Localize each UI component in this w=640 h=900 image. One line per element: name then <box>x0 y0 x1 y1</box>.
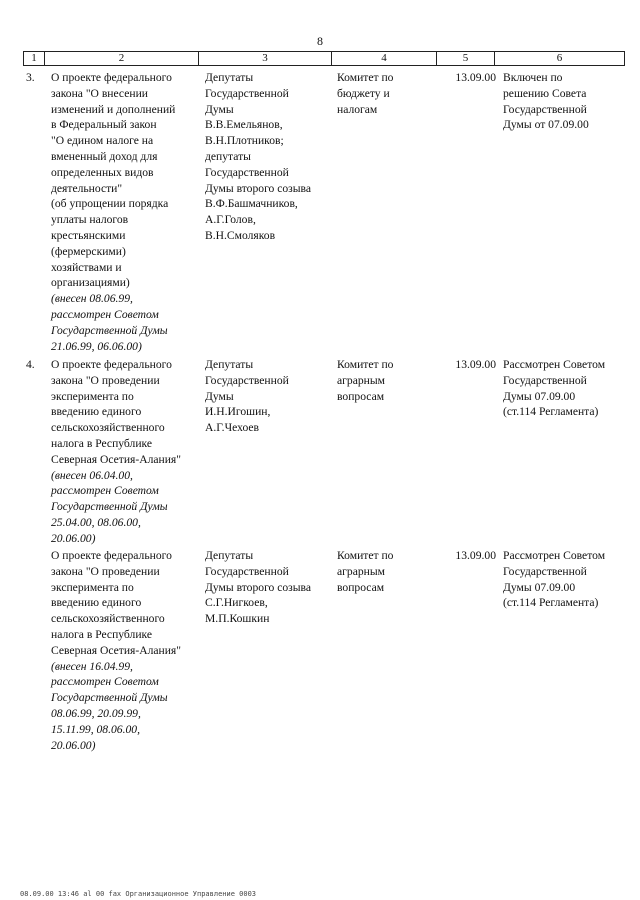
submission-note-line: 21.06.99, 06.06.00) <box>51 339 142 353</box>
text-line: закона "О проведении <box>51 373 160 387</box>
text-line: Рассмотрен Советом <box>503 358 606 371</box>
text-line: Комитет по <box>337 71 394 84</box>
text-line: О проекте федерального <box>51 71 172 84</box>
page-number: 8 <box>317 34 323 48</box>
text-line: В.Ф.Башмачников, <box>205 197 298 211</box>
text-line: депутаты <box>205 149 251 163</box>
text-line: сельскохозяйственного <box>51 421 165 435</box>
submission-note-line: рассмотрен Советом <box>51 307 159 321</box>
text-line: Думы второго созыва <box>205 181 312 195</box>
text-line: уплаты налогов <box>51 213 129 227</box>
entry-number: 3. <box>26 71 35 84</box>
bill-status <box>503 357 628 420</box>
bill-authors <box>205 548 335 627</box>
text-line: в Федеральный закон <box>51 118 157 132</box>
column-number-3: 3 <box>199 52 332 66</box>
submission-note-line: 20.06.00) <box>51 531 96 545</box>
text-line: введению единого <box>51 405 142 419</box>
text-line: Думы от 07.09.00 <box>503 118 589 132</box>
text-line: А.Г.Чехоев <box>205 421 260 435</box>
text-line: (ст.114 Регламента) <box>503 596 599 610</box>
submission-note-line: 15.11.99, 08.06.00, <box>51 722 140 736</box>
text-line: Включен по <box>503 71 563 84</box>
text-line: бюджету и <box>337 86 390 100</box>
text-line: Государственной <box>503 564 587 578</box>
text-line: вопросам <box>337 580 385 594</box>
column-number-header <box>23 51 625 66</box>
responsible-committee <box>337 70 412 117</box>
column-number-1: 1 <box>24 52 45 66</box>
text-line: налога в Республике <box>51 436 153 450</box>
text-line: О проекте федерального <box>51 358 172 371</box>
submission-note-line: Государственной Думы <box>51 691 168 705</box>
submission-note-line: (внесен 06.04.00, <box>51 468 133 482</box>
consideration-date: 13.09.00 <box>455 358 496 371</box>
text-line: (фермерскими) <box>51 244 126 258</box>
submission-note-line: 08.06.99, 20.09.99, <box>51 706 141 720</box>
text-line: сельскохозяйственного <box>51 612 165 626</box>
text-line: эксперимента по <box>51 580 134 594</box>
text-line: Государственной <box>503 373 587 387</box>
submission-note-line: 25.04.00, 08.06.00, <box>51 515 141 529</box>
bill-authors <box>205 70 335 244</box>
column-number-5: 5 <box>437 52 495 66</box>
text-line: Комитет по <box>337 358 394 371</box>
text-line: налога в Республике <box>51 627 153 641</box>
text-line: Депутаты <box>205 71 254 84</box>
text-line: И.Н.Игошин, <box>205 405 271 419</box>
text-line: А.Г.Голов, <box>205 213 256 227</box>
text-line: В.Н.Плотников; <box>205 134 284 148</box>
text-line: Рассмотрен Советом <box>503 549 606 562</box>
text-line: Депутаты <box>205 358 254 371</box>
text-line: закона "О проведении <box>51 564 160 578</box>
column-number-6: 6 <box>495 52 625 66</box>
text-line: изменений и дополнений <box>51 102 176 116</box>
text-line: В.Н.Смоляков <box>205 228 276 242</box>
text-line: Думы <box>205 389 234 403</box>
text-line: деятельности" <box>51 181 123 195</box>
submission-note-line: (внесен 16.04.99, <box>51 659 133 673</box>
text-line: С.Г.Нигкоев, <box>205 596 268 610</box>
text-line: эксперимента по <box>51 389 134 403</box>
text-line: закона "О внесении <box>51 86 148 100</box>
text-line: введению единого <box>51 596 142 610</box>
text-line: (ст.114 Регламента) <box>503 405 599 419</box>
consideration-date: 13.09.00 <box>455 71 496 84</box>
responsible-committee <box>337 548 412 595</box>
column-number-4: 4 <box>332 52 437 66</box>
text-line: Депутаты <box>205 549 254 562</box>
text-line: Северная Осетия-Алания" <box>51 643 181 657</box>
consideration-date: 13.09.00 <box>455 549 496 562</box>
text-line: Комитет по <box>337 549 394 562</box>
text-line: В.В.Емельянов, <box>205 118 283 132</box>
text-line: вмененный доход для <box>51 149 158 163</box>
submission-note-line: рассмотрен Советом <box>51 675 159 689</box>
text-line: решению Совета <box>503 86 587 100</box>
text-line: М.П.Кошкин <box>205 612 270 626</box>
text-line: Государственной <box>205 564 289 578</box>
text-line: Государственной <box>503 102 587 116</box>
responsible-committee <box>337 357 412 404</box>
bill-status <box>503 70 628 133</box>
text-line: Государственной <box>205 86 289 100</box>
submission-note-line: (внесен 08.06.99, <box>51 292 133 306</box>
entry-number: 4. <box>26 358 35 371</box>
text-line: Думы 07.09.00 <box>503 580 576 594</box>
bill-title <box>51 548 201 753</box>
bill-authors <box>205 357 335 436</box>
column-number-2: 2 <box>45 52 199 66</box>
submission-note-line: Государственной Думы <box>51 323 168 337</box>
text-line: определенных видов <box>51 165 154 179</box>
submission-note-line: рассмотрен Советом <box>51 484 159 498</box>
text-line: вопросам <box>337 389 385 403</box>
text-line: налогам <box>337 102 378 116</box>
bill-title <box>51 70 201 354</box>
bill-status <box>503 548 628 611</box>
text-line: организациями) <box>51 276 130 290</box>
fax-footer: 08.09.00 13:46 al 00 fax Организационное Управление 0003 <box>20 890 257 898</box>
text-line: Государственной <box>205 373 289 387</box>
bill-title <box>51 357 201 547</box>
text-line: хозяйствами и <box>51 260 122 274</box>
text-line: аграрным <box>337 373 385 387</box>
text-line: аграрным <box>337 564 385 578</box>
text-line: "О едином налоге на <box>51 134 154 148</box>
text-line: (об упрощении порядка <box>51 197 169 211</box>
submission-note-line: Государственной Думы <box>51 500 168 514</box>
text-line: Думы 07.09.00 <box>503 389 576 403</box>
text-line: Думы второго созыва <box>205 580 312 594</box>
text-line: О проекте федерального <box>51 549 172 562</box>
text-line: Думы <box>205 102 234 116</box>
text-line: крестьянскими <box>51 228 126 242</box>
text-line: Государственной <box>205 165 289 179</box>
text-line: Северная Осетия-Алания" <box>51 452 181 466</box>
submission-note-line: 20.06.00) <box>51 738 96 752</box>
